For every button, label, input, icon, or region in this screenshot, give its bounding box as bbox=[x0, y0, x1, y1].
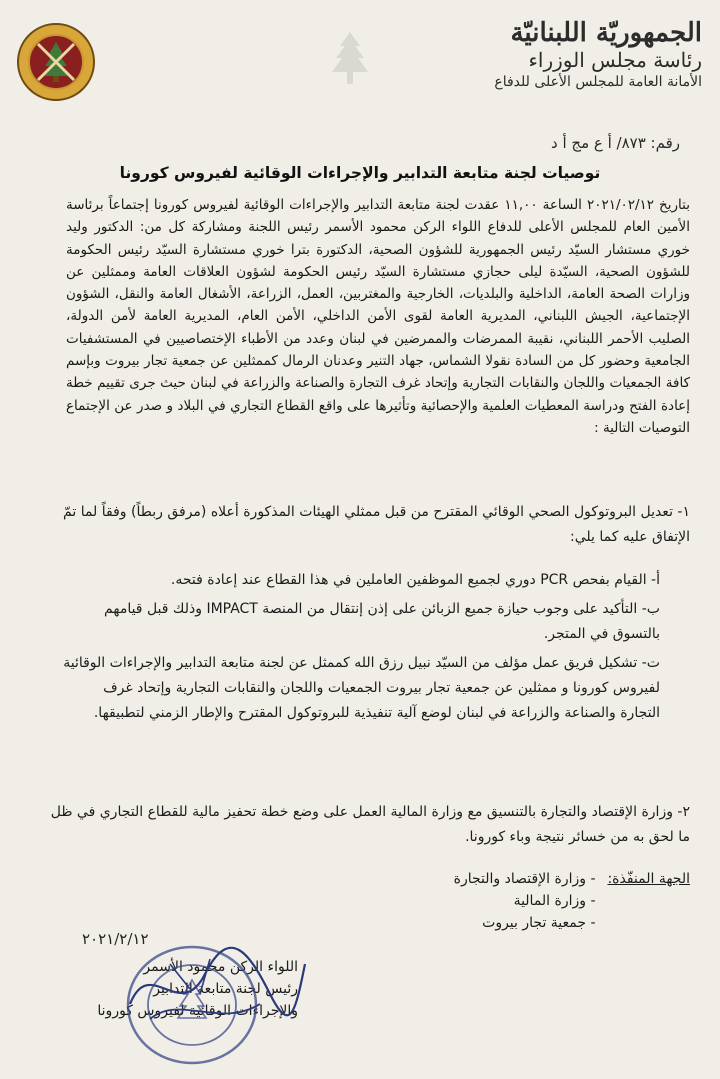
recommendation-1: ١- تعديل البروتوكول الصحي الوقائي المقترح من قبل ممثلي الهيئات المذكورة أعلاه (مرفق ربطاً) وفقاً لما تمّ الإتفاق عليه كما يلي: bbox=[63, 504, 690, 545]
meeting-paragraph: بتاريخ ٢٠٢١/٠٢/١٢ الساعة ١١,٠٠ عقدت لجنة متابعة التدابير والإجراءات الوقائية لفيروس كورونا إجتماعاً برئاسة الأمين العام للمجلس الأعلى للدفاع اللواء الركن محمود الأسمر رئيس اللجنة ومشاركة كل من: الدكتور وليد خوري مستشار السيّد رئيس الجمهورية للشؤون الصحية، الدكتورة بترا خوري مستشارة السيّد رئيس الحكومة للشؤون الصحية، السيّدة ليلى حجازي مستشارة السيّد رئيس الحكومة لشؤون العلاقات العامة وممثلين عن وزارات الصحة العامة، الداخلية والبلديات، الخارجية والمغتربين، العمل، الزراعة، الأشغال العامة والنقل، الشؤون الإجتماعية، الجيش اللبناني، المديرية العامة لقوى الأمن الداخلي، الأمن العام، المديرية العامة لأمن الدولة، الصليب الأحمر اللبناني، نقيبة الممرضات والممرضين في لبنان وعدد من الأطباء الإختصاصيين في المستشفيات الجامعية وحضور كل من السادة نقولا الشماس، جهاد التنير وعدنان الرمال كممثلين عن جمعية تجار بيروت وبإسم كافة الجمعيات واللجان والنقابات التجارية وإتحاد غرف التجارة والصناعة والزراعة في لبنان حيث جرى تقييم خطة إعادة الفتح ودراسة المعطيات العلمية والإحصائية وتأثيرها على واقع القطاع التجاري في البلاد و صدر عن الإجتماع التوصيات التالية : bbox=[66, 197, 690, 436]
executor-item: - وزارة الإقتصاد والتجارة bbox=[454, 868, 596, 890]
sub-item-b: ب- التأكيد على وجوب حيازة جميع الزبائن على إذن إنتقال من المنصة IMPACT وذلك قبل قيامهم بالتسوق في المتجر. bbox=[104, 601, 660, 642]
letterhead-republic: الجمهوريّة اللبنانيّة bbox=[510, 18, 702, 48]
recommendation-1-subitems bbox=[60, 568, 660, 730]
signature-date: ٢٠٢١/٢/١٢ bbox=[82, 930, 149, 948]
document-title: توصيات لجنة متابعة التدابير والإجراءات الوقائية لفيروس كورونا bbox=[119, 164, 601, 182]
sub-item-c: ت- تشكيل فريق عمل مؤلف من السيّد نبيل رزق الله كممثل عن لجنة متابعة التدابير والإجراءات الوقائية لفيروس كورونا و ممثلين عن جمعية تجار بيروت الجمعيات واللجان والنقابات التجارية وإتحاد غرف التجارة والصناعة والزراعة في لبنان لوضع آلية تنفيذية للبروتوكول المقترح والإطار الزمني لتطبيقها. bbox=[63, 655, 660, 721]
letterhead-secretariat: الأمانة العامة للمجلس الأعلى للدفاع bbox=[494, 74, 702, 90]
handwritten-signature-icon bbox=[110, 934, 310, 1044]
reference-number: رقم: ٨٧٣/ أ ع مج أ د bbox=[551, 134, 680, 152]
letterhead-presidency: رئاسة مجلس الوزراء bbox=[528, 48, 702, 72]
recommendation-2: ٢- وزارة الإقتصاد والتجارة بالتنسيق مع وزارة المالية العمل على وضع خطة تحفيز مالية للقطاع التجاري في ظل ما لحق به من خسائر نتيجة وباء كورونا. bbox=[50, 804, 690, 845]
signatory-role-cont: والإجراءات الوقائية لفيروس كورونا bbox=[97, 1003, 298, 1019]
executor-item: - وزارة المالية bbox=[454, 890, 596, 912]
sub-item-a: أ- القيام بفحص PCR دوري لجميع الموظفين العاملين في هذا القطاع عند إعادة فتحه. bbox=[170, 572, 660, 588]
letterhead bbox=[372, 18, 702, 92]
executing-parties-list bbox=[454, 868, 596, 934]
executing-parties bbox=[290, 868, 690, 934]
executing-parties-label: الجهة المنفّذة: bbox=[607, 871, 690, 887]
army-emblem-icon bbox=[16, 22, 96, 102]
cedar-watermark-icon bbox=[326, 30, 374, 90]
signatory-name: اللواء الركن محمود الأسمر bbox=[143, 959, 298, 975]
signatory-role: رئيس لجنة متابعة التدابير bbox=[153, 981, 298, 997]
executor-item: - جمعية تجار بيروت bbox=[454, 912, 596, 934]
